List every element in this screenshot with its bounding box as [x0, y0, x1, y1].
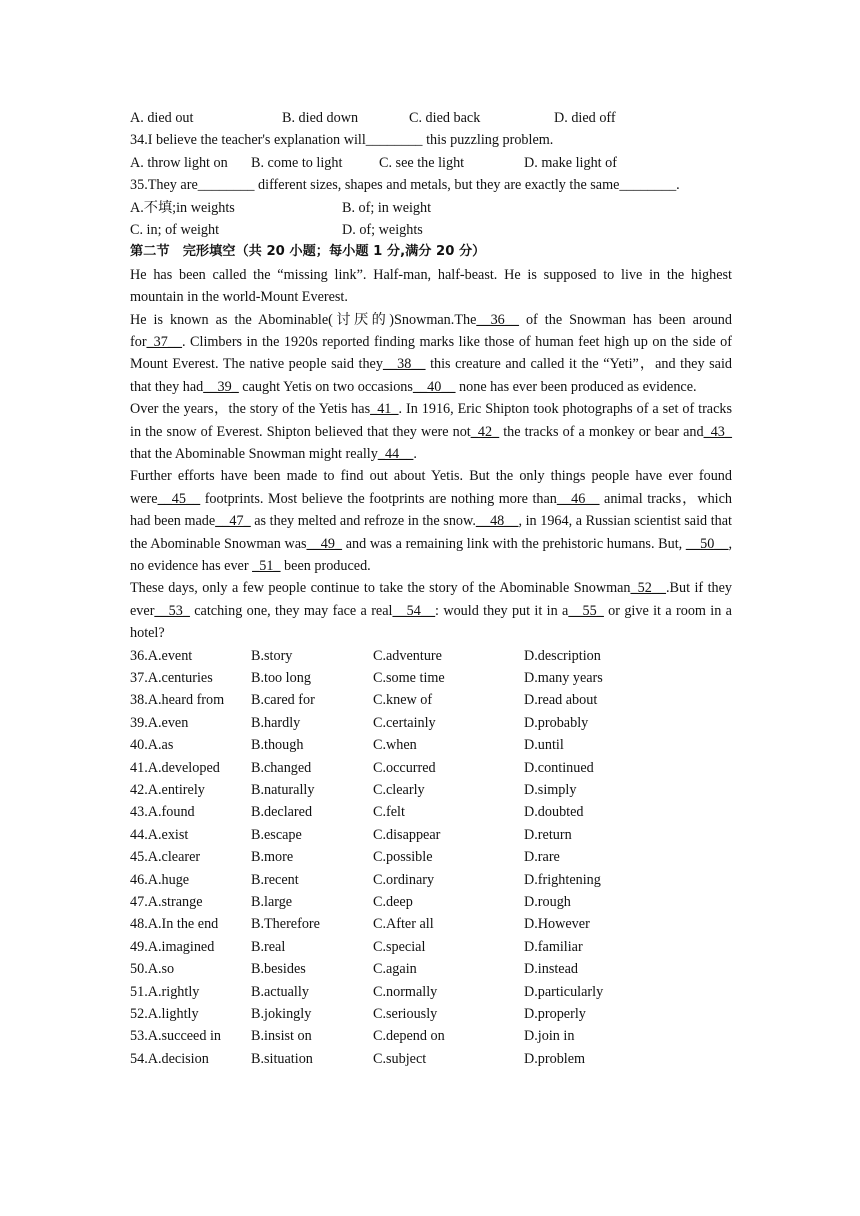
- option-a: 48.A.In the end: [130, 916, 219, 933]
- blank-46: __46__: [556, 490, 600, 507]
- option-a: 42.A.entirely: [130, 781, 205, 798]
- option-a: 40.A.as: [130, 737, 174, 754]
- option-b: B.escape: [251, 826, 302, 843]
- option-a: 38.A.heard from: [130, 692, 225, 709]
- blank-41: _41_: [370, 401, 399, 418]
- blank-50: __50__: [685, 535, 729, 552]
- option-a: 41.A.developed: [130, 759, 220, 776]
- option-b: B.declared: [251, 804, 313, 821]
- text: and was a remaining link with the prehistoric humans. But,: [342, 535, 686, 552]
- question-option-row: [130, 981, 732, 1003]
- q35-options-row2: [130, 219, 732, 241]
- text: as they melted and refroze in the snow.: [250, 513, 476, 530]
- blank-42: _42_: [470, 423, 500, 440]
- option-c: C. see the light: [379, 154, 465, 171]
- q34-options: [130, 152, 732, 174]
- blank-36: __36__: [476, 311, 519, 328]
- question-option-row: [130, 891, 732, 913]
- option-d: D.until: [524, 737, 564, 754]
- option-c: C.when: [373, 737, 417, 754]
- option-b: B.recent: [251, 871, 299, 888]
- option-a: 52.A.lightly: [130, 1005, 199, 1022]
- option-a: A. died out: [130, 110, 194, 126]
- option-d: D.However: [524, 916, 590, 933]
- option-c: C.disappear: [373, 826, 441, 843]
- option-c: C. died back: [409, 110, 481, 126]
- option-b: B.situation: [251, 1050, 313, 1067]
- option-a: 46.A.huge: [130, 871, 190, 888]
- question-option-row: [130, 667, 732, 689]
- option-c: C. in; of weight: [130, 221, 220, 238]
- text: catching one, they may face a real: [189, 602, 393, 619]
- passage-paragraph-1: He has been called the “missing link”. Half-man, half-beast. He is supposed to live in the highest mountain in the world-Mount Everest.: [130, 266, 732, 306]
- option-a: A. throw light on: [130, 154, 228, 171]
- text: .: [413, 445, 417, 462]
- text: . In 1916, Eric Shipton took photographs of a set of tracks in the snow of Everest. Shipton believed that they were not: [130, 401, 733, 440]
- blank-53: __53_: [154, 602, 190, 619]
- q35-stem: [130, 174, 732, 196]
- option-c: C.again: [373, 961, 417, 978]
- option-c: C.some time: [373, 670, 445, 687]
- question-option-row: [130, 757, 732, 779]
- answer-options-table: [130, 645, 732, 1070]
- question-option-row: [130, 824, 732, 846]
- option-c: C.occurred: [373, 759, 436, 776]
- text: , in 1964, a Russian scientist said that the Abominable Snowman was: [130, 513, 732, 552]
- text: or give it a room in a hotel?: [130, 602, 732, 642]
- option-b: B.cared for: [251, 692, 315, 709]
- option-d: D.properly: [524, 1005, 586, 1022]
- question-option-row: [130, 936, 732, 958]
- option-d: D.join in: [524, 1028, 575, 1045]
- option-b: B. died down: [282, 110, 359, 126]
- blank-43: _43_: [703, 423, 732, 440]
- text: this creature and called it the “Yeti”，and they said that they had: [130, 356, 732, 395]
- option-a: 53.A.succeed in: [130, 1028, 222, 1045]
- option-a: 51.A.rightly: [130, 983, 200, 1000]
- question-option-row: [130, 846, 732, 868]
- option-d: D.continued: [524, 759, 594, 776]
- text: , no evidence has ever: [130, 535, 733, 575]
- text: caught Yetis on two occasions: [238, 378, 413, 395]
- passage-paragraph-5: [130, 577, 732, 644]
- option-c: C.clearly: [373, 781, 425, 798]
- question-option-row: [130, 913, 732, 935]
- option-d: D.return: [524, 826, 572, 843]
- blank-38: __38__: [382, 356, 426, 373]
- text: .But if they ever: [130, 580, 732, 619]
- text: that the Abominable Snowman might really: [130, 445, 378, 462]
- option-c: C.felt: [373, 804, 405, 821]
- blank-40: __40__: [412, 378, 456, 395]
- text: animal tracks，which had been made: [130, 490, 733, 530]
- option-d: D.probably: [524, 714, 589, 731]
- option-b: B.story: [251, 647, 293, 664]
- text: He is known as the Abominable(讨厌的)Snowman.The: [130, 311, 477, 328]
- option-d: D.many years: [524, 670, 603, 687]
- question-option-row: [130, 801, 732, 823]
- option-b: B.real: [251, 938, 286, 955]
- option-c: C.certainly: [373, 714, 436, 731]
- blank-45: __45__: [157, 490, 201, 507]
- question-option-row: [130, 958, 732, 980]
- option-b: B.jokingly: [251, 1005, 312, 1022]
- passage-paragraph-3: [130, 398, 732, 465]
- section-title: 第二节 完形填空（共 20 小题；每小题 1 分,满分 20 分）: [130, 244, 486, 260]
- text: Further efforts have been made to find out about Yetis. But the only things people have ever found were: [130, 468, 732, 507]
- blank-55: __55_: [568, 602, 604, 619]
- blank-52: _52__: [630, 580, 666, 597]
- option-b: B.large: [251, 893, 293, 910]
- text: . Climbers in the 1920s reported finding marks like those of human feet high up on the side of Mount Everest. The native people said they: [130, 333, 732, 373]
- section-heading: [130, 241, 732, 263]
- q33-options: [130, 107, 732, 129]
- option-b: B.more: [251, 849, 294, 866]
- option-d: D. make light of: [524, 154, 617, 171]
- option-d: D.simply: [524, 781, 577, 798]
- option-d: D. of; weights: [342, 221, 423, 238]
- question-stem: 35.They are________ different sizes, shapes and metals, but they are exactly the same________.: [130, 177, 680, 194]
- option-b: B.Therefore: [251, 916, 320, 933]
- text: the tracks of a monkey or bear and: [499, 423, 704, 440]
- passage-paragraph-2: [130, 309, 732, 399]
- option-c: C.seriously: [373, 1005, 438, 1022]
- option-a: 39.A.even: [130, 714, 189, 731]
- option-a: 49.A.imagined: [130, 938, 215, 955]
- blank-44: _44__: [377, 445, 414, 462]
- text: been produced.: [280, 558, 371, 575]
- blank-47: __47_: [215, 513, 251, 530]
- question-option-row: [130, 1003, 732, 1025]
- text: of the Snowman has been around for: [130, 311, 732, 350]
- option-c: C.ordinary: [373, 871, 435, 888]
- option-d: D.description: [524, 647, 601, 664]
- option-b: B.naturally: [251, 781, 315, 798]
- option-b: B.hardly: [251, 714, 301, 731]
- text: These days, only a few people continue to take the story of the Abominable Snowman: [130, 580, 631, 597]
- option-a: A.不填;in weights: [130, 199, 235, 216]
- question-option-row: [130, 712, 732, 734]
- option-c: C.adventure: [373, 647, 442, 664]
- option-a: 36.A.event: [130, 647, 193, 664]
- option-c: C.special: [373, 938, 426, 955]
- question-option-row: [130, 869, 732, 891]
- option-a: 54.A.decision: [130, 1050, 209, 1067]
- text: none has ever been produced as evidence.: [455, 378, 697, 395]
- option-c: C.possible: [373, 849, 433, 866]
- option-d: D.rare: [524, 849, 560, 866]
- question-option-row: [130, 734, 732, 756]
- option-c: C.depend on: [373, 1028, 445, 1045]
- question-option-row: [130, 1025, 732, 1047]
- option-b: B.though: [251, 737, 304, 754]
- blank-54: __54__: [392, 602, 436, 619]
- exam-content: [130, 107, 732, 1070]
- option-b: B. come to light: [251, 154, 343, 171]
- passage-paragraph-4: [130, 465, 732, 577]
- option-a: 43.A.found: [130, 804, 195, 821]
- question-option-row: [130, 1048, 732, 1070]
- option-a: 44.A.exist: [130, 826, 189, 843]
- blank-37: _37__: [146, 333, 183, 350]
- blank-49: __49_: [306, 535, 343, 552]
- option-c: C.deep: [373, 893, 413, 910]
- option-d: D.doubted: [524, 804, 584, 821]
- blank-48: __48__: [475, 513, 519, 530]
- option-b: B.too long: [251, 670, 311, 687]
- blank-51: _51_: [252, 558, 281, 575]
- option-d: D.familiar: [524, 938, 583, 955]
- question-option-row: [130, 779, 732, 801]
- question-option-row: [130, 645, 732, 667]
- option-d: D.instead: [524, 961, 578, 978]
- option-a: 50.A.so: [130, 961, 175, 978]
- option-d: D.particularly: [524, 983, 604, 1000]
- option-d: D.read about: [524, 692, 598, 709]
- q34-stem: [130, 129, 732, 151]
- option-a: 47.A.strange: [130, 893, 203, 910]
- question-option-row: [130, 689, 732, 711]
- option-b: B.insist on: [251, 1028, 312, 1045]
- option-b: B.actually: [251, 983, 309, 1000]
- option-c: C.normally: [373, 983, 438, 1000]
- text: Over the years，the story of the Yetis has: [130, 401, 371, 418]
- option-b: B.besides: [251, 961, 306, 978]
- option-c: C.subject: [373, 1050, 427, 1067]
- text: footprints. Most believe the footprints are nothing more than: [200, 490, 557, 507]
- option-c: C.knew of: [373, 692, 433, 709]
- option-d: D.frightening: [524, 871, 601, 888]
- option-a: 45.A.clearer: [130, 849, 201, 866]
- question-stem: 34.I believe the teacher's explanation will________ this puzzling problem.: [130, 132, 554, 149]
- blank-39: __39_: [203, 378, 239, 395]
- option-d: D.problem: [524, 1050, 586, 1067]
- text: : would they put it in a: [435, 602, 569, 619]
- q35-options-row1: [130, 197, 732, 219]
- option-b: B. of; in weight: [342, 199, 432, 216]
- option-a: 37.A.centuries: [130, 670, 213, 687]
- option-d: D. died off: [554, 110, 616, 126]
- option-b: B.changed: [251, 759, 312, 776]
- option-c: C.After all: [373, 916, 434, 933]
- option-d: D.rough: [524, 893, 571, 910]
